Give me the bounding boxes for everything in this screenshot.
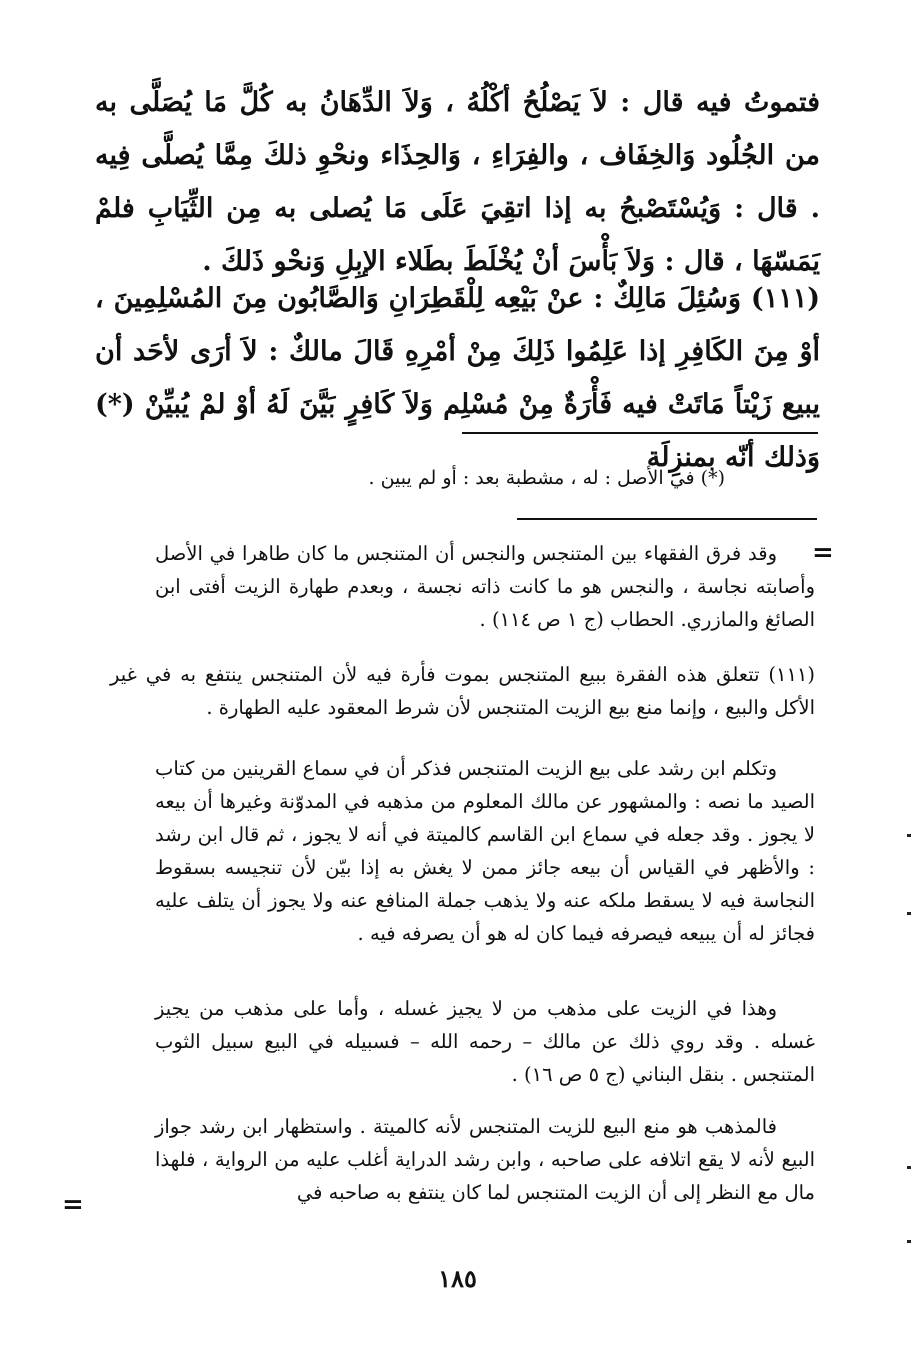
commentary-c4: وهذا في الزيت على مذهب من لا يجيز غسله ، وأما على مذهب من يجيز غسله . وقد روي ذلك عن مالك – رحمه الله – فسبيله في البيع سبيل الثوب المتنجس . بنقل البناني (ج ٥ ص ١٦) . (155, 997, 815, 1086)
page-number: ١٨٥ (438, 1264, 477, 1293)
main-text-p2: (١١١) وَسُئِلَ مَالِكٌ : عنْ بَيْعِه لِلْقَطِرَانِ وَالصَّابُون مِنَ المُسْلِمِينَ ، أوْ مِنَ الكَافِرِ إذا عَلِمُوا ذَلِكَ مِنْ أمْرِهِ قَالَ مالكٌ : لاَ أرَى لأحَد أن يبيع زَيْتاً مَاتَتْ فيه فَأْرَةٌ مِنْ مُسْلِم وَلاَ كَافِرٍ بَيَّنَ لَهُ أوْ لمْ يُبيِّنْ (*) وَذلك أنّه بمنزِلَة (95, 283, 820, 473)
commentary-block-2 (110, 658, 815, 724)
commentary-c1: وقد فرق الفقهاء بين المتنجس والنجس أن المتنجس ما كان طاهرا في الأصل وأصابته نجاسة ، والنجس هو ما كانت ذاته نجسة ، وبعدم طهارة الزيت أفتى ابن الصائغ والمازري. الحطاب (ج ١ ص ١١٤) . (155, 542, 815, 631)
main-text-p1: فتموتُ فيه قال : لاَ يَصْلُحُ أكْلُهُ ، وَلاَ الدِّهَانُ به كُلَّ مَا يُصَلَّى به من الجُلُود وَالخِفَاف ، والفِرَاءِ ، وَالحِذَاء ونحْوِ ذلكَ مِمَّا يُصلَّى فِيه . قال : وَيُسْتَصْبحُ به إذا اتقِيَ عَلَى مَا يُصلى به مِن الثِّيَابِ فلمْ يَمَسّهَا ، قال : وَلاَ بَأْسَ أنْ يُخْلَطَ بطَلاء الإبِلِ وَنحْو ذَلكَ . (95, 87, 820, 277)
footnote-separator-top (462, 432, 818, 434)
main-text-paragraph-2 (95, 272, 820, 484)
scan-margin-dot (907, 1240, 911, 1243)
scan-margin-dot (907, 1166, 911, 1169)
commentary-c5: فالمذهب هو منع البيع للزيت المتنجس لأنه كالميتة . واستظهار ابن رشد جواز البيع لأنه لا يقع اتلافه على صاحبه ، وابن رشد الدراية أغلب عليه من الرواية ، فلهذا مال مع النظر إلى أن الزيت المتنجس لما كان ينتفع به صاحبه في (155, 1115, 815, 1204)
commentary-separator (517, 518, 817, 520)
scan-margin-dot (907, 834, 911, 837)
commentary-block-4 (155, 992, 815, 1091)
footnote: (*) في الأصل : له ، مشطبة بعد : أو لم يبين . (368, 467, 725, 489)
commentary-block-1 (155, 537, 815, 636)
continuation-mark-top: = (812, 538, 834, 568)
continuation-mark-bottom: = (62, 1190, 84, 1220)
commentary-c3: وتكلم ابن رشد على بيع الزيت المتنجس فذكر أن في سماع القرينين من كتاب الصيد ما نصه : والمشهور عن مالك المعلوم من مذهبه في المدوّنة وغيرها أن بيعه لا يجوز . وقد جعله في سماع ابن القاسم كالميتة في أنه لا يجوز ، ثم قال ابن رشد : والأظهر في القياس أن بيعه جائز ممن لا يغش به إذا بيّن لأن تنجيسه بسقوط النجاسة فيه لا يسقط ملكه عنه ولا يذهب جملة المنافع عنه ولا يجوز أن يتلف عليه فجائز له أن يبيعه فيصرفه فيما كان له هو أن يصرفه فيه . (155, 757, 815, 945)
commentary-c2: (١١١) تتعلق هذه الفقرة ببيع المتنجس بموت فأرة فيه لأن المتنجس ينتفع به في غير الأكل والبيع ، وإنما منع بيع الزيت المتنجس لأن شرط المعقود عليه الطهارة . (110, 663, 815, 719)
scan-margin-dot (907, 912, 911, 915)
commentary-block-5 (155, 1110, 815, 1209)
commentary-block-3 (155, 752, 815, 950)
main-text-paragraph-1 (95, 76, 820, 288)
